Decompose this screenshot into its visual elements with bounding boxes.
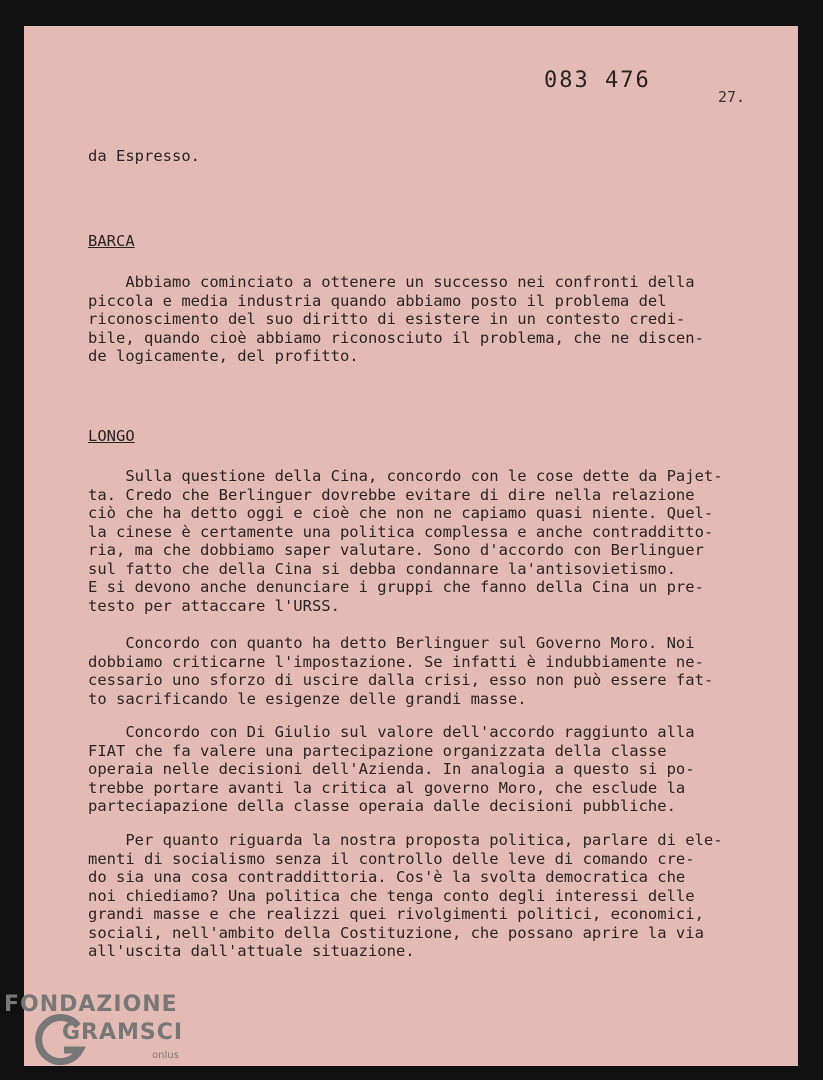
fondazione-gramsci-watermark (0, 990, 210, 1080)
speaker-heading: BARCA (88, 232, 135, 250)
page-number: 27. (718, 88, 746, 106)
paragraph: Abbiamo cominciato a ottenere un successo nei confronti della piccola e media industria quando abbiamo posto il problema del riconoscimento del suo diritto di esistere in un contesto credi- bile, quando cioè abbiamo riconosciuto il problema, che ne discen- de logicamente, del profitto. (88, 273, 704, 365)
paragraph: Concordo con Di Giulio sul valore dell'accordo raggiunto alla FIAT che fa valere una partecipazione organizzata della classe operaia nelle decisioni dell'Azienda. In analogia a questo si po- trebbe portare avanti la critica al governo Moro, che esclude la parteciapazione della classe operaia dalle decisioni pubbliche. (88, 723, 695, 815)
watermark-line1: FONDAZIONE (4, 992, 178, 1017)
paragraph: Sulla questione della Cina, concordo con le cose dette da Pajet- ta. Credo che Berlinguer dovrebbe evitare di dire nella relazione ciò che ha detto oggi e cioè che non ne capiamo quasi niente. Quel- la cinese è certamente una politica complessa e anche contradditto- ria, ma che dobbiamo saper valutare. Sono d'accordo con Berlinguer sul fatto che della Cina si debba condannare la'antisovietismo. E si devono anche denunciare i gruppi che fanno della Cina un pre- testo per attaccare l'URSS. (88, 467, 723, 615)
paragraph: Concordo con quanto ha detto Berlinguer sul Governo Moro. Noi dobbiamo criticarne l'impostazione. Se infatti è indubbiamente ne- cessario uno sforzo di uscire dalla crisi, esso non può essere fat- to sacrificando le esigenze delle grandi masse. (88, 634, 714, 708)
source-line: da Espresso. (88, 147, 200, 165)
watermark-line2: GRAMSCI (62, 1020, 184, 1045)
document-number: 083 476 (544, 68, 651, 93)
speaker-heading: LONGO (88, 427, 135, 445)
paragraph: Per quanto riguarda la nostra proposta politica, parlare di ele- menti di socialismo senza il controllo delle leve di comando cre- do sia una cosa contraddittoria. Cos'è la svolta democratica che noi chiediamo? Una politica che tenga conto degli interessi delle grandi masse e che realizzi quei rivolgimenti politici, economici, sociali, nell'ambito della Costituzione, che possano aprire la via all'uscita dall'attuale situazione. (88, 831, 723, 960)
watermark-suffix: onlus (152, 1050, 179, 1061)
